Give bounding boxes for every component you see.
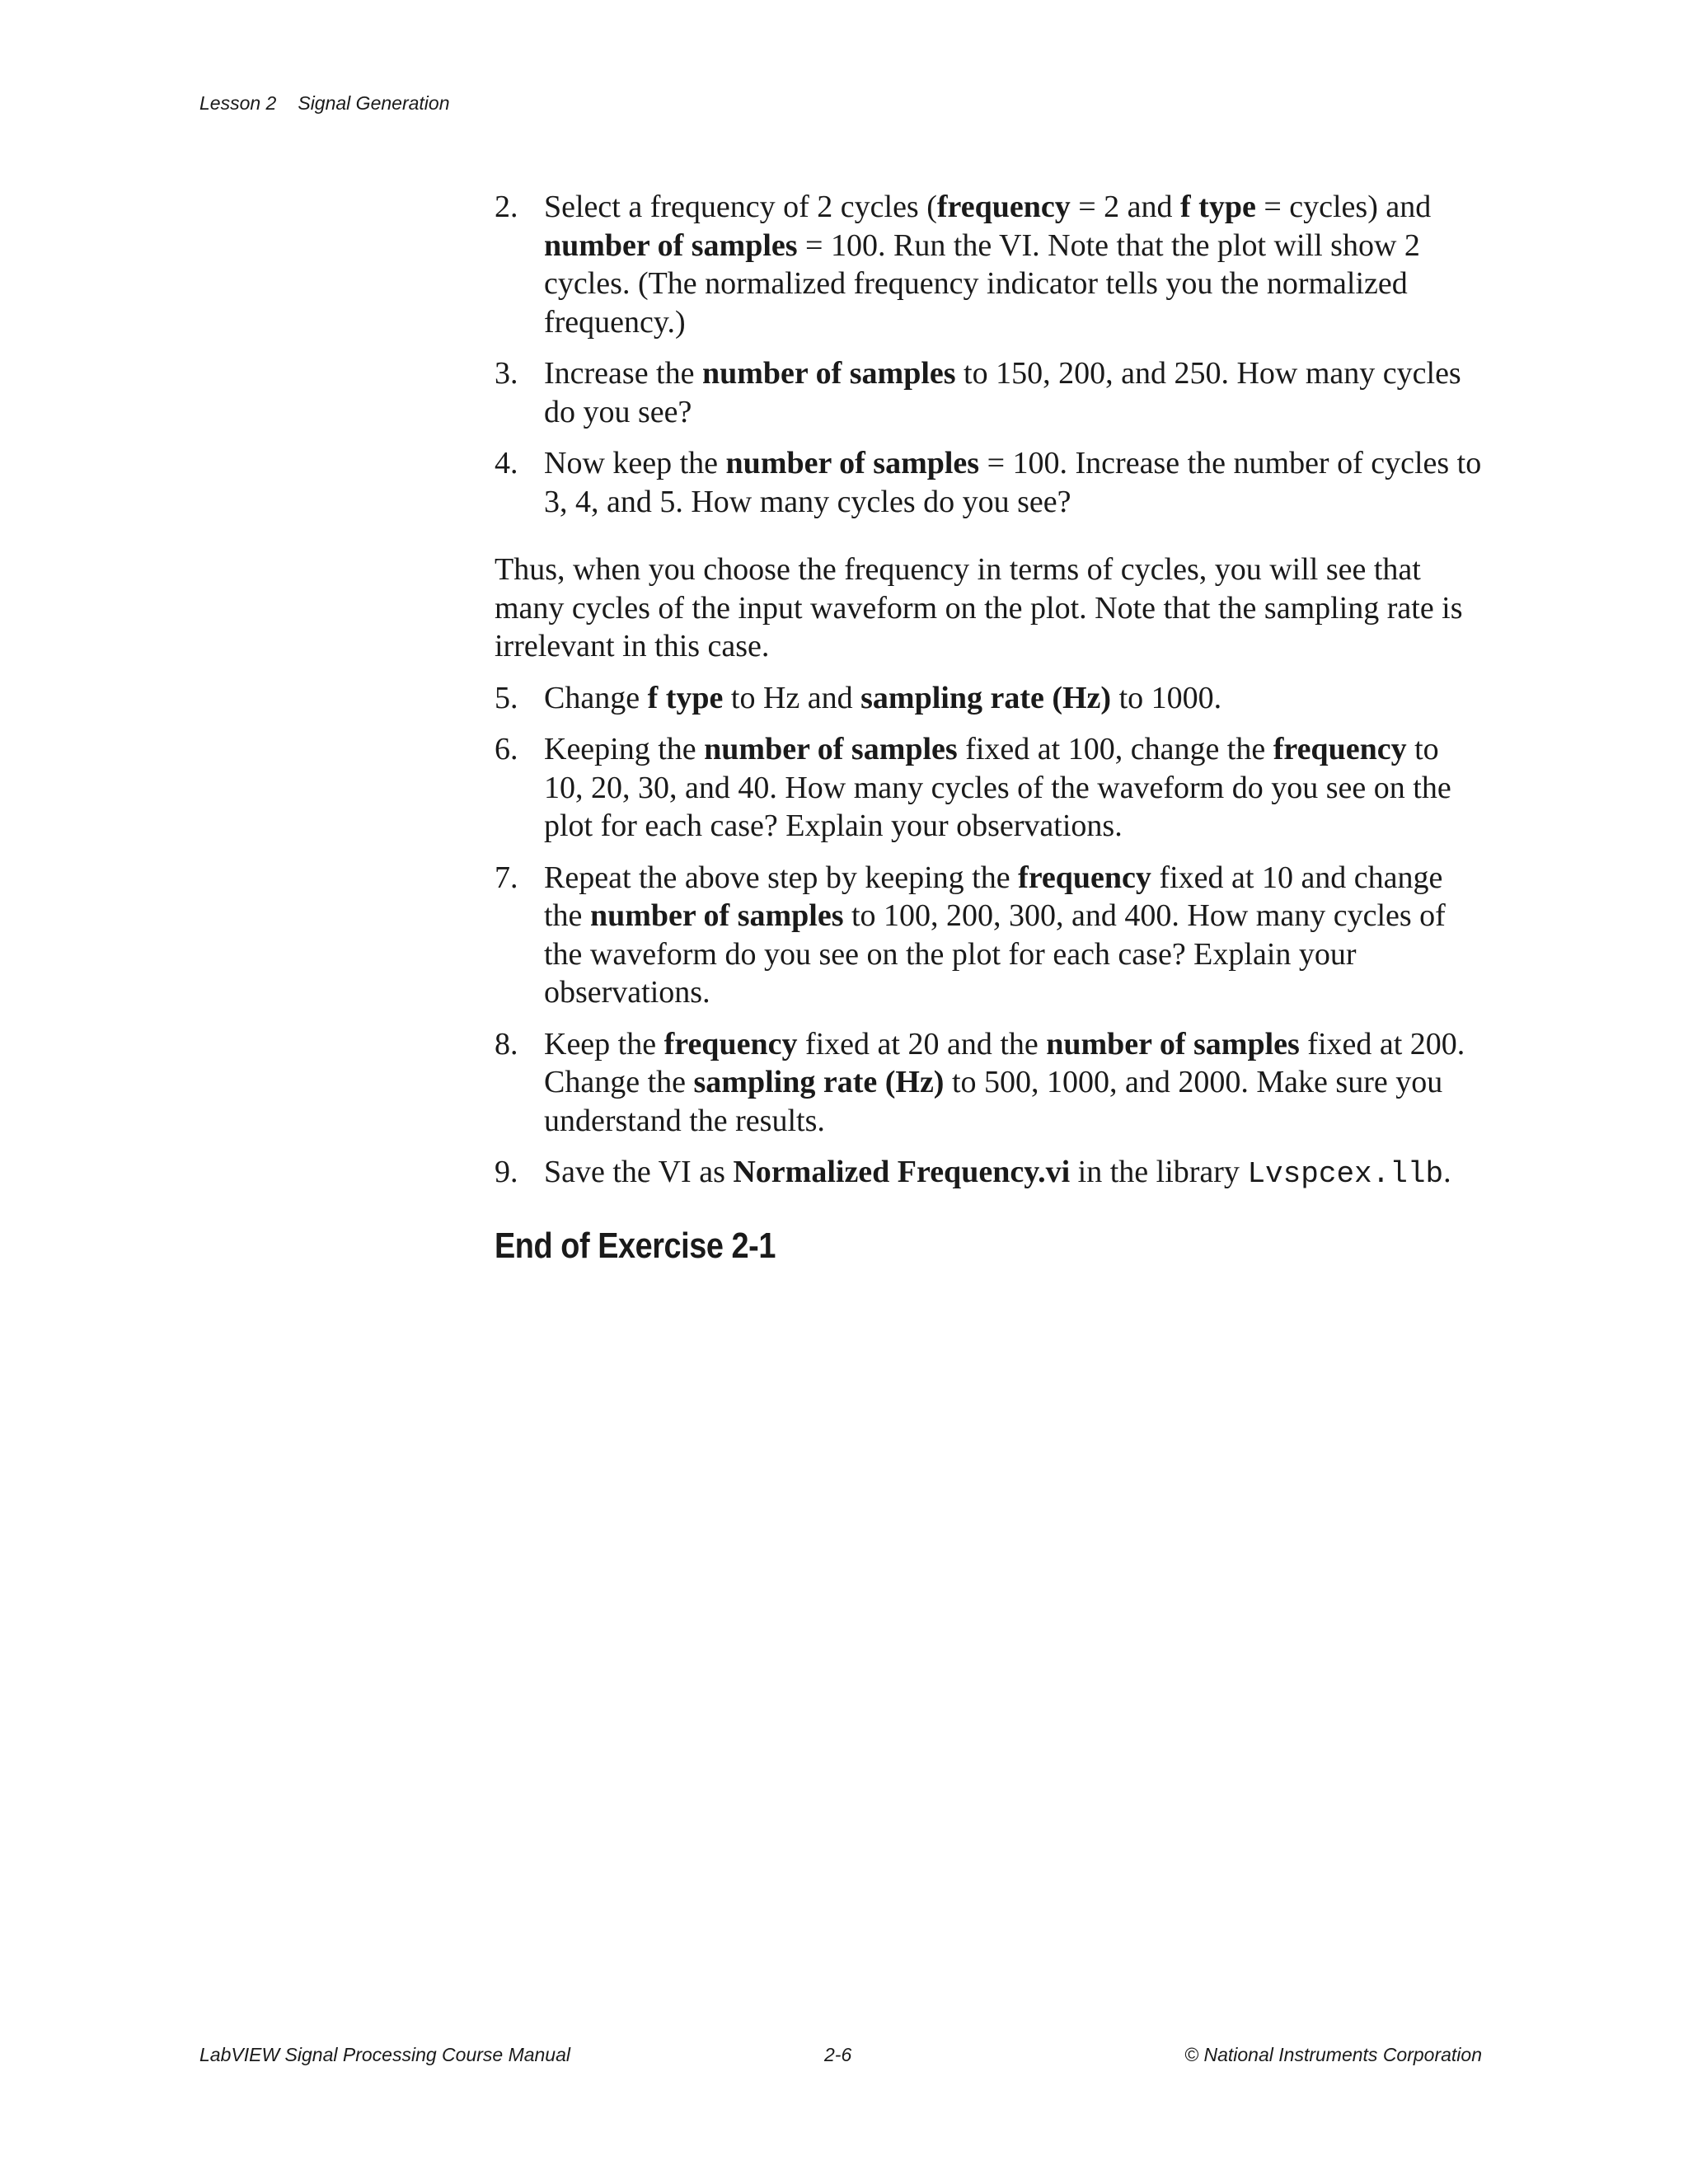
step-bold-term: f type bbox=[647, 680, 724, 715]
footer-copyright: © National Instruments Corporation bbox=[1184, 2044, 1482, 2065]
step-item bbox=[495, 1153, 1484, 1194]
step-text-segment: to 100, 200, 300, and 400. How many cycles of the waveform do you see on the plot for each case? Explain your observations. bbox=[544, 898, 1446, 1010]
step-text-segment: = 100. Run the VI. Note that the plot will show 2 cycles. (The normalized frequency indicator tells you the normalized frequency.) bbox=[544, 227, 1420, 340]
step-bold-term: frequency bbox=[663, 1026, 798, 1062]
step-bold-term: frequency bbox=[1018, 860, 1151, 895]
step-text bbox=[544, 190, 1431, 340]
header-lesson: Lesson 2 bbox=[199, 92, 277, 114]
step-bold-term: number of samples bbox=[702, 356, 956, 391]
step-bold-term: frequency bbox=[1273, 732, 1407, 766]
step-item bbox=[495, 444, 1484, 521]
step-text bbox=[544, 1027, 1465, 1138]
step-item bbox=[495, 1025, 1484, 1141]
step-text bbox=[544, 860, 1446, 1010]
step-text-segment: to 1000. bbox=[1111, 680, 1222, 715]
step-bold-term: frequency bbox=[936, 190, 1071, 224]
step-text-segment: fixed at 200. Change the bbox=[544, 1026, 1465, 1099]
steps-list-b bbox=[495, 679, 1484, 1194]
step-text-segment: . bbox=[1443, 1155, 1451, 1189]
step-number: 6. bbox=[495, 732, 518, 766]
page-content bbox=[495, 188, 1484, 1265]
step-bold-term: number of samples bbox=[725, 446, 980, 480]
step-text-segment: Keep the bbox=[544, 1026, 664, 1062]
step-bold-term: f type bbox=[1180, 190, 1256, 224]
step-text-segment: to 10, 20, 30, and 40. How many cycles of the waveform do you see on the plot for each case? Explain your observations. bbox=[544, 732, 1451, 843]
step-item bbox=[495, 859, 1484, 1012]
step-text-segment: Now keep the bbox=[544, 446, 726, 480]
step-text-segment: Increase the bbox=[544, 356, 702, 391]
step-text bbox=[544, 356, 1461, 429]
step-bold-term: number of samples bbox=[544, 227, 798, 263]
step-text bbox=[544, 1155, 1451, 1189]
step-text-segment: Repeat the above step by keeping the bbox=[544, 860, 1019, 895]
end-of-exercise-heading: End of Exercise 2-1 bbox=[495, 1225, 776, 1266]
step-item bbox=[495, 188, 1484, 341]
step-text-segment: Save the VI as bbox=[544, 1155, 734, 1189]
step-text-segment: to 150, 200, and 250. How many cycles do you see? bbox=[544, 356, 1461, 429]
step-number: 9. bbox=[495, 1155, 518, 1189]
step-bold-term: number of samples bbox=[589, 898, 844, 933]
step-item bbox=[495, 354, 1484, 431]
footer-page-number: 2-6 bbox=[824, 2044, 852, 2065]
step-text bbox=[544, 446, 1481, 519]
step-text-segment: fixed at 20 and the bbox=[797, 1026, 1047, 1062]
step-number: 4. bbox=[495, 446, 518, 480]
step-text-segment: fixed at 100, change the bbox=[957, 732, 1273, 766]
step-item bbox=[495, 730, 1484, 846]
step-number: 7. bbox=[495, 860, 518, 895]
step-bold-term: sampling rate (Hz) bbox=[693, 1065, 945, 1099]
step-text-segment: to 500, 1000, and 2000. Make sure you understand the results. bbox=[544, 1065, 1443, 1138]
header-section: Signal Generation bbox=[298, 92, 450, 114]
step-text-segment: Select a frequency of 2 cycles ( bbox=[544, 190, 937, 224]
step-bold-term: Normalized Frequency.vi bbox=[733, 1155, 1071, 1189]
step-text-segment: fixed at 10 and change the bbox=[544, 860, 1443, 933]
step-bold-term: number of samples bbox=[1046, 1026, 1300, 1062]
step-number: 3. bbox=[495, 356, 518, 391]
body-paragraph: Thus, when you choose the frequency in terms of cycles, you will see that many cycles of the input waveform on the plot. Note that the sampling rate is irrelevant in this case. bbox=[495, 552, 1463, 663]
step-text-segment: = 100. Increase the number of cycles to 3, 4, and 5. How many cycles do you see? bbox=[544, 446, 1482, 519]
step-number: 8. bbox=[495, 1026, 518, 1062]
step-text-segment: in the library bbox=[1070, 1155, 1248, 1189]
step-text bbox=[544, 681, 1221, 715]
step-filename: Lvspcex.llb bbox=[1247, 1157, 1444, 1191]
step-text-segment: Keeping the bbox=[544, 732, 705, 766]
steps-list-a bbox=[495, 188, 1484, 521]
step-bold-term: number of samples bbox=[704, 732, 958, 766]
step-text-segment: = 2 and bbox=[1070, 190, 1181, 224]
step-text-segment: = cycles) and bbox=[1255, 190, 1432, 224]
step-number: 5. bbox=[495, 680, 518, 715]
footer-manual-title: LabVIEW Signal Processing Course Manual bbox=[199, 2044, 571, 2065]
running-header bbox=[199, 92, 449, 115]
step-text bbox=[544, 732, 1451, 843]
step-text-segment: to Hz and bbox=[723, 680, 861, 715]
step-bold-term: sampling rate (Hz) bbox=[860, 680, 1112, 715]
step-number: 2. bbox=[495, 190, 518, 224]
step-text-segment: Change bbox=[544, 680, 648, 715]
step-item bbox=[495, 679, 1484, 718]
